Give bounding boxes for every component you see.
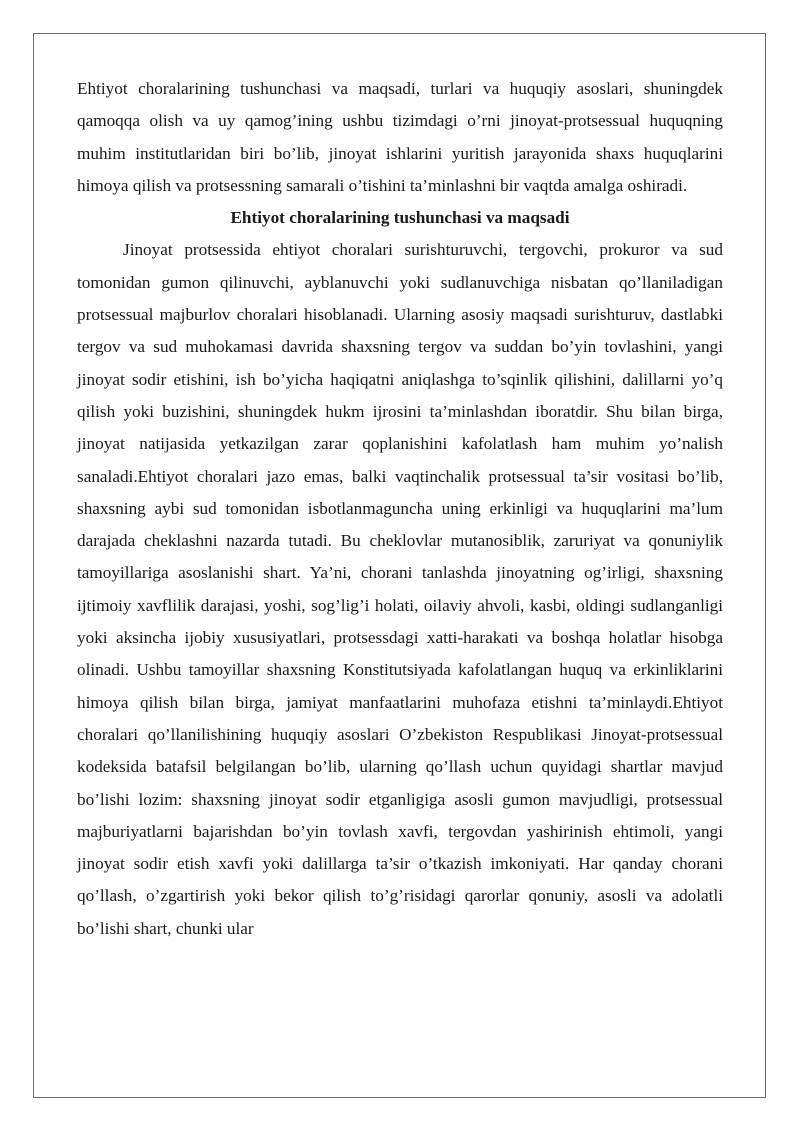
document-body [77, 73, 723, 945]
section-heading: Ehtiyot choralarining tushunchasi va maqsadi [230, 208, 570, 228]
intro-paragraph: Ehtiyot choralarining tushunchasi va maqsadi, turlari va huquqiy asoslari, shuningdek qamoqqa olish va uy qamog’ining ushbu tizimdagi o’rni jinoyat-protsessual huquqning muhim institutlaridan biri bo’lib, jinoyat ishlarini yuritish jarayonida shaxs huquqlarini himoya qilish va protsessning samarali o’tishini ta’minlashni bir vaqtda amalga oshiradi. [77, 79, 723, 195]
body-paragraph: Jinoyat protsessida ehtiyot choralari surishturuvchi, tergovchi, prokuror va sud tomonidan gumon qilinuvchi, ayblanuvchi yoki sudlanuvchiga nisbatan qo’llaniladigan protsessual majburlov choralari hisoblanadi. Ularning asosiy maqsadi surishturuv, dastlabki tergov va sud muhokamasi davrida shaxsning tergov va suddan bo’yin tovlashini, yangi jinoyat sodir etishini, ish bo’yicha haqiqatni aniqlashga to’sqinlik qilishini, dalillarni yo’q qilish yoki buzishini, shuningdek hukm ijrosini ta’minlashdan iboratdir. Shu bilan birga, jinoyat natijasida yetkazilgan zarar qoplanishini kafolatlash ham muhim yo’nalish sanaladi.Ehtiyot choralari jazo emas, balki vaqtinchalik protsessual ta’sir vositasi bo’lib, shaxsning aybi sud tomonidan isbotlanmaguncha uning erkinligi va huquqlarini ma’lum darajada cheklashni nazarda tutadi. Bu cheklovlar mutanosiblik, zaruriyat va qonuniylik tamoyillariga asoslanishi shart. Ya’ni, chorani tanlashda jinoyatning og’irligi, shaxsning ijtimoiy xavflilik darajasi, yoshi, sog’lig’i holati, oilaviy ahvoli, kasbi, oldingi sudlanganligi yoki aksincha ijobiy xususiyatlari, protsessdagi xatti-harakati va boshqa holatlar hisobga olinadi. Ushbu tamoyillar shaxsning Konstitutsiyada kafolatlangan huquq va erkinliklarini himoya qilish bilan birga, jamiyat manfaatlarini muhofaza etishni ta’minlaydi.Ehtiyot choralari qo’llanilishining huquqiy asoslari O’zbekiston Respublikasi Jinoyat-protsessual kodeksida batafsil belgilangan bo’lib, ularning qo’llash uchun quyidagi shartlar mavjud bo’lishi lozim: shaxsning jinoyat sodir etganligiga asosli gumon mavjudligi, protsessual majburiyatlarni bajarishdan bo’yin tovlash xavfi, tergovdan yashirinish ehtimoli, yangi jinoyat sodir etish xavfi yoki dalillarga ta’sir o’tkazish imkoniyati. Har qanday chorani qo’llash, o’zgartirish yoki bekor qilish to’g’risidagi qarorlar qonuniy, asosli va adolatli bo’lishi shart, chunki ular [77, 240, 723, 938]
